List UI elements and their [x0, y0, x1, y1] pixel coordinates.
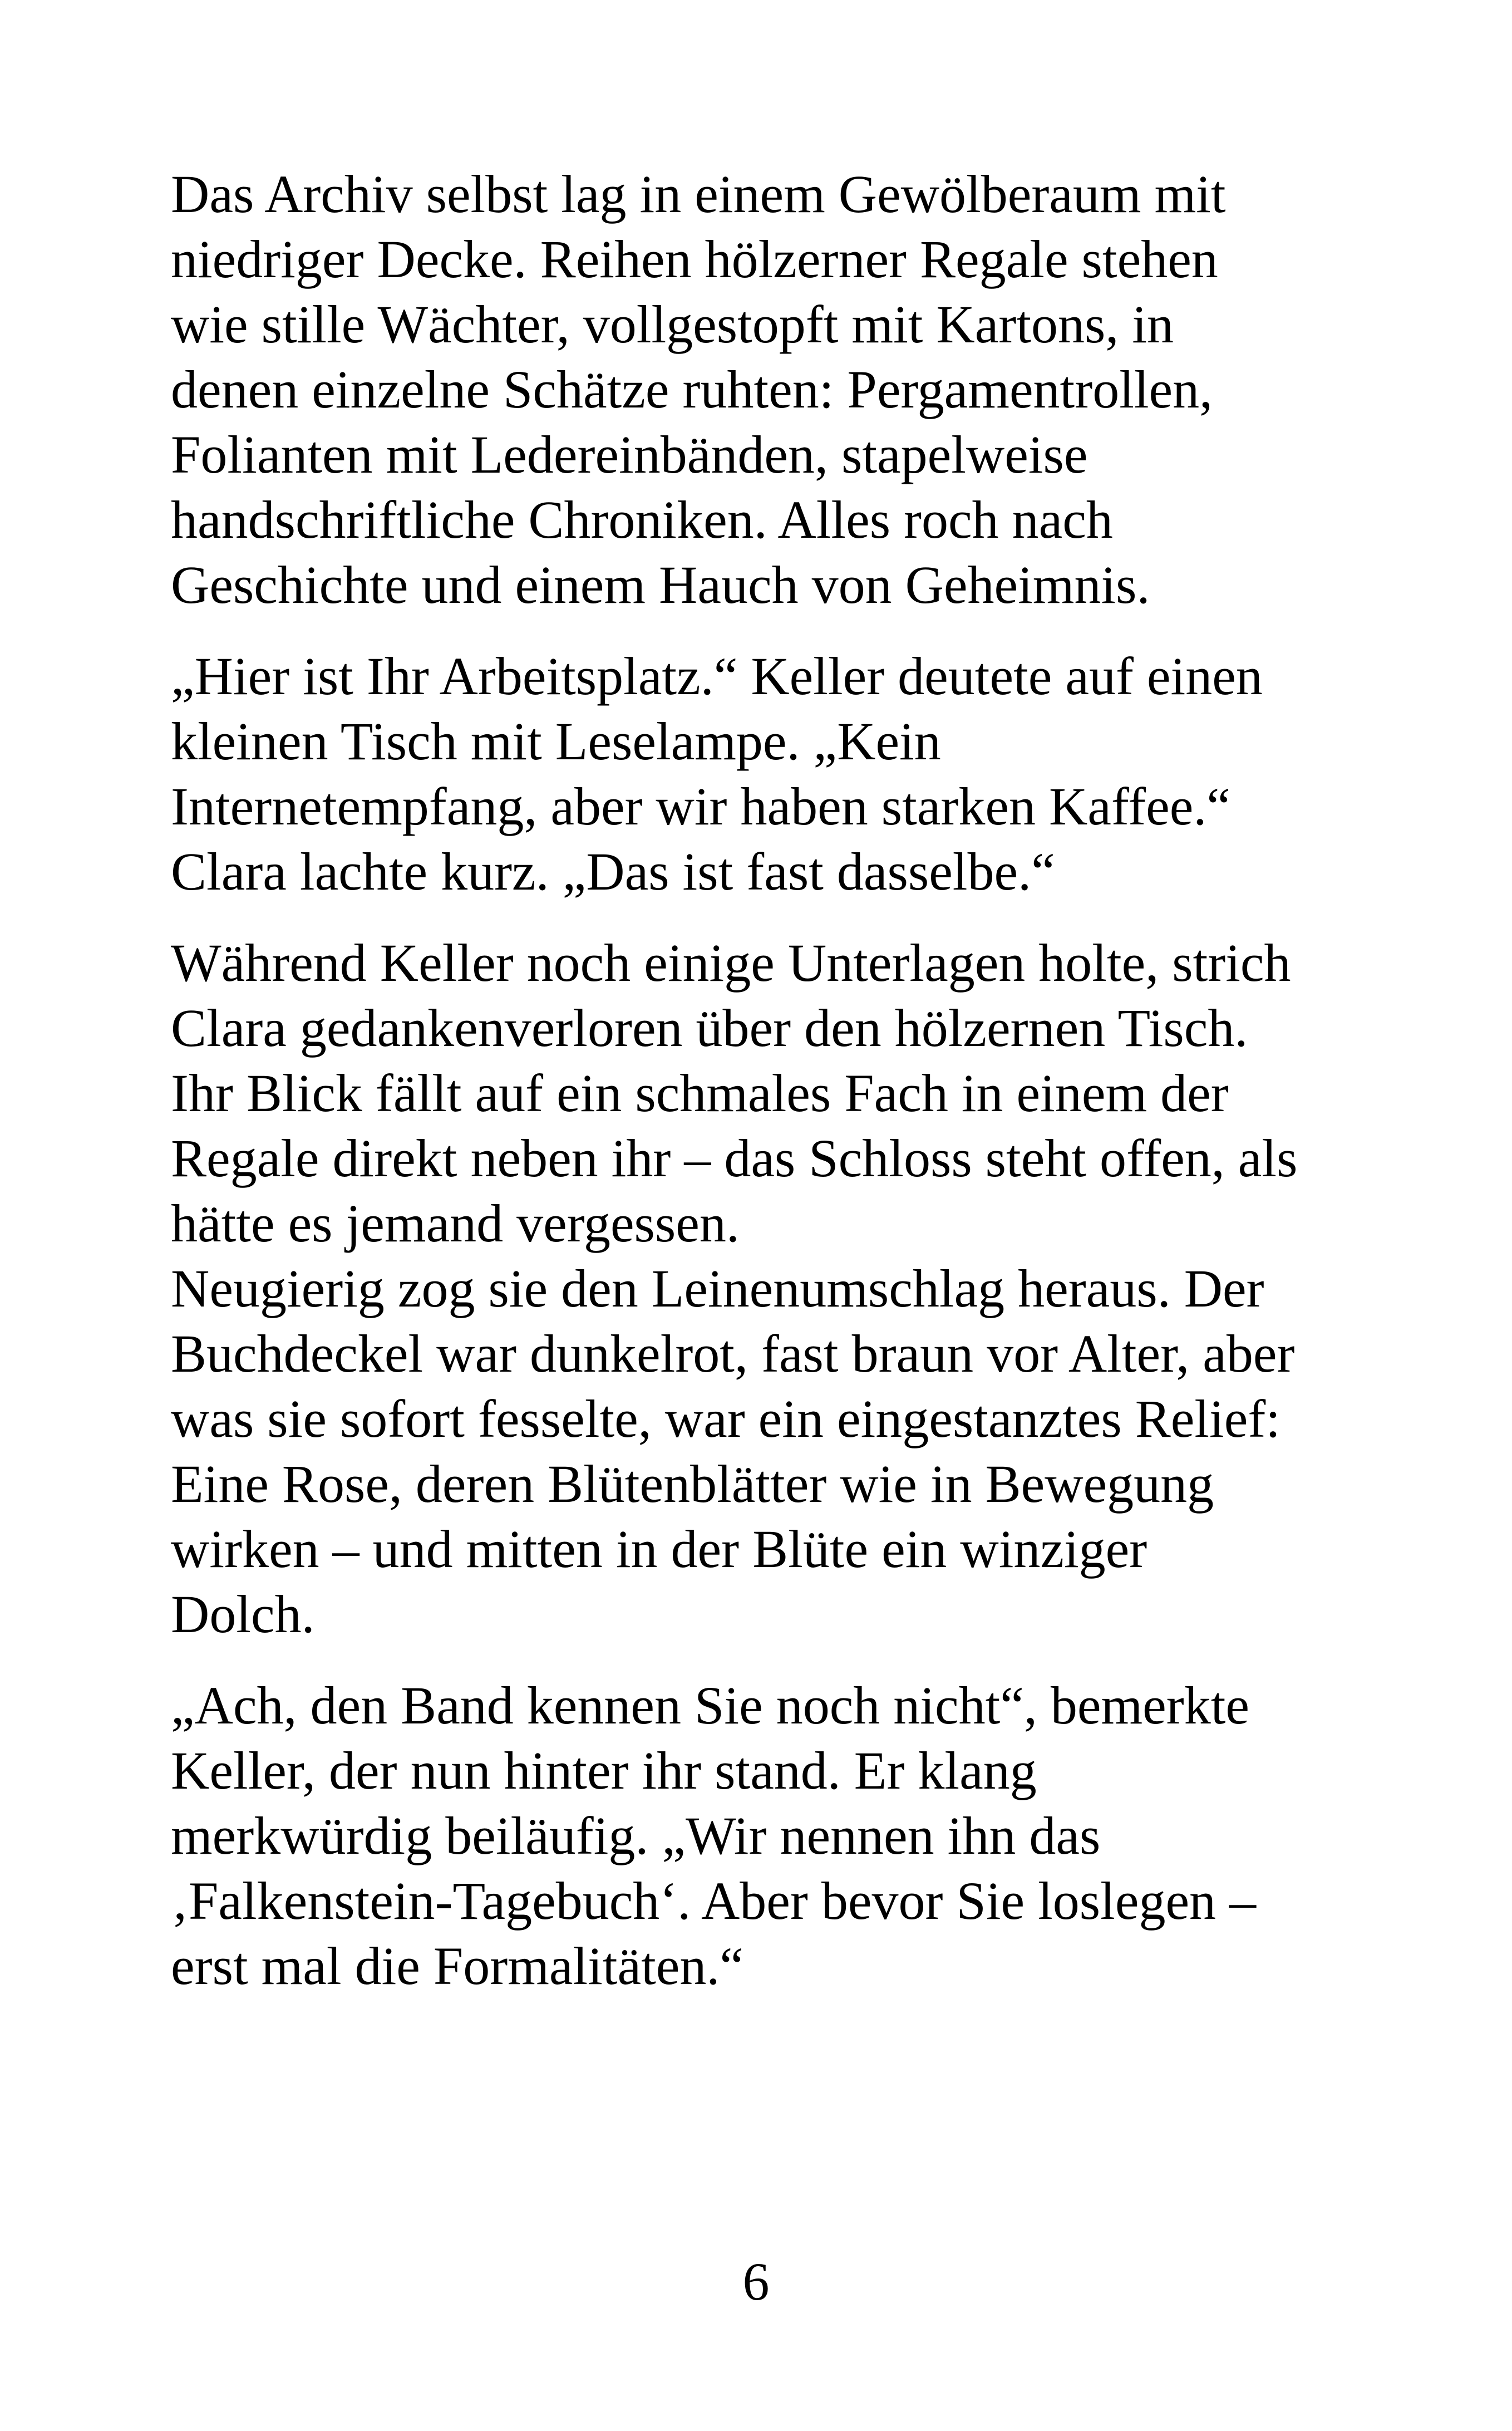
text-line: Folianten mit Ledereinbänden, stapelweise — [171, 425, 1088, 484]
text-line: kleinen Tisch mit Leselampe. „Kein — [171, 711, 941, 771]
text-line: Dolch. — [171, 1584, 315, 1644]
text-line: Eine Rose, deren Blütenblätter wie in Bewegung — [171, 1454, 1214, 1514]
text-line: Ihr Blick fällt auf ein schmales Fach in einem der — [171, 1063, 1229, 1123]
text-line: Internetempfang, aber wir haben starken Kaffee.“ — [171, 777, 1230, 836]
text-line: „Hier ist Ihr Arbeitsplatz.“ Keller deutete auf einen — [171, 646, 1263, 706]
paragraph-falkenstein-diary — [171, 1673, 1390, 1998]
paragraph-archive-description — [171, 161, 1390, 617]
page-number: 6 — [742, 2252, 770, 2311]
text-line: Während Keller noch einige Unterlagen holte, strich — [171, 933, 1291, 993]
text-line: denen einzelne Schätze ruhten: Pergamentrollen, — [171, 360, 1213, 419]
text-line: handschriftliche Chroniken. Alles roch nach — [171, 490, 1113, 549]
text-line: Das Archiv selbst lag in einem Gewölberaum mit — [171, 164, 1226, 224]
text-line: „Ach, den Band kennen Sie noch nicht“, bemerkte — [171, 1676, 1249, 1735]
text-line: Clara gedankenverloren über den hölzernen Tisch. — [171, 998, 1248, 1058]
paragraph-book-cover — [171, 1256, 1390, 1647]
paragraph-workplace-dialogue — [171, 644, 1390, 904]
paragraph-open-compartment — [171, 930, 1390, 1256]
text-line: niedriger Decke. Reihen hölzerner Regale stehen — [171, 229, 1218, 289]
text-line: Clara lachte kurz. „Das ist fast dasselbe.“ — [171, 842, 1055, 901]
text-line: merkwürdig beiläufig. „Wir nennen ihn das — [171, 1806, 1101, 1865]
text-line: ‚Falkenstein-Tagebuch‘. Aber bevor Sie loslegen – — [171, 1871, 1257, 1931]
text-line: Buchdeckel war dunkelrot, fast braun vor Alter, aber — [171, 1324, 1295, 1383]
text-line: Regale direkt neben ihr – das Schloss steht offen, als — [171, 1128, 1298, 1188]
text-line: wie stille Wächter, vollgestopft mit Kartons, in — [171, 294, 1174, 354]
text-line: hätte es jemand vergessen. — [171, 1194, 740, 1253]
text-line: erst mal die Formalitäten.“ — [171, 1936, 743, 1996]
text-line: wirken – und mitten in der Blüte ein winziger — [171, 1519, 1147, 1579]
text-line: Neugierig zog sie den Leinenumschlag heraus. Der — [171, 1259, 1264, 1318]
text-line: was sie sofort fesselte, war ein eingestanztes Relief: — [171, 1389, 1280, 1448]
body-text — [171, 161, 1390, 1998]
text-line: Geschichte und einem Hauch von Geheimnis. — [171, 555, 1150, 615]
text-line: Keller, der nun hinter ihr stand. Er klang — [171, 1741, 1037, 1800]
